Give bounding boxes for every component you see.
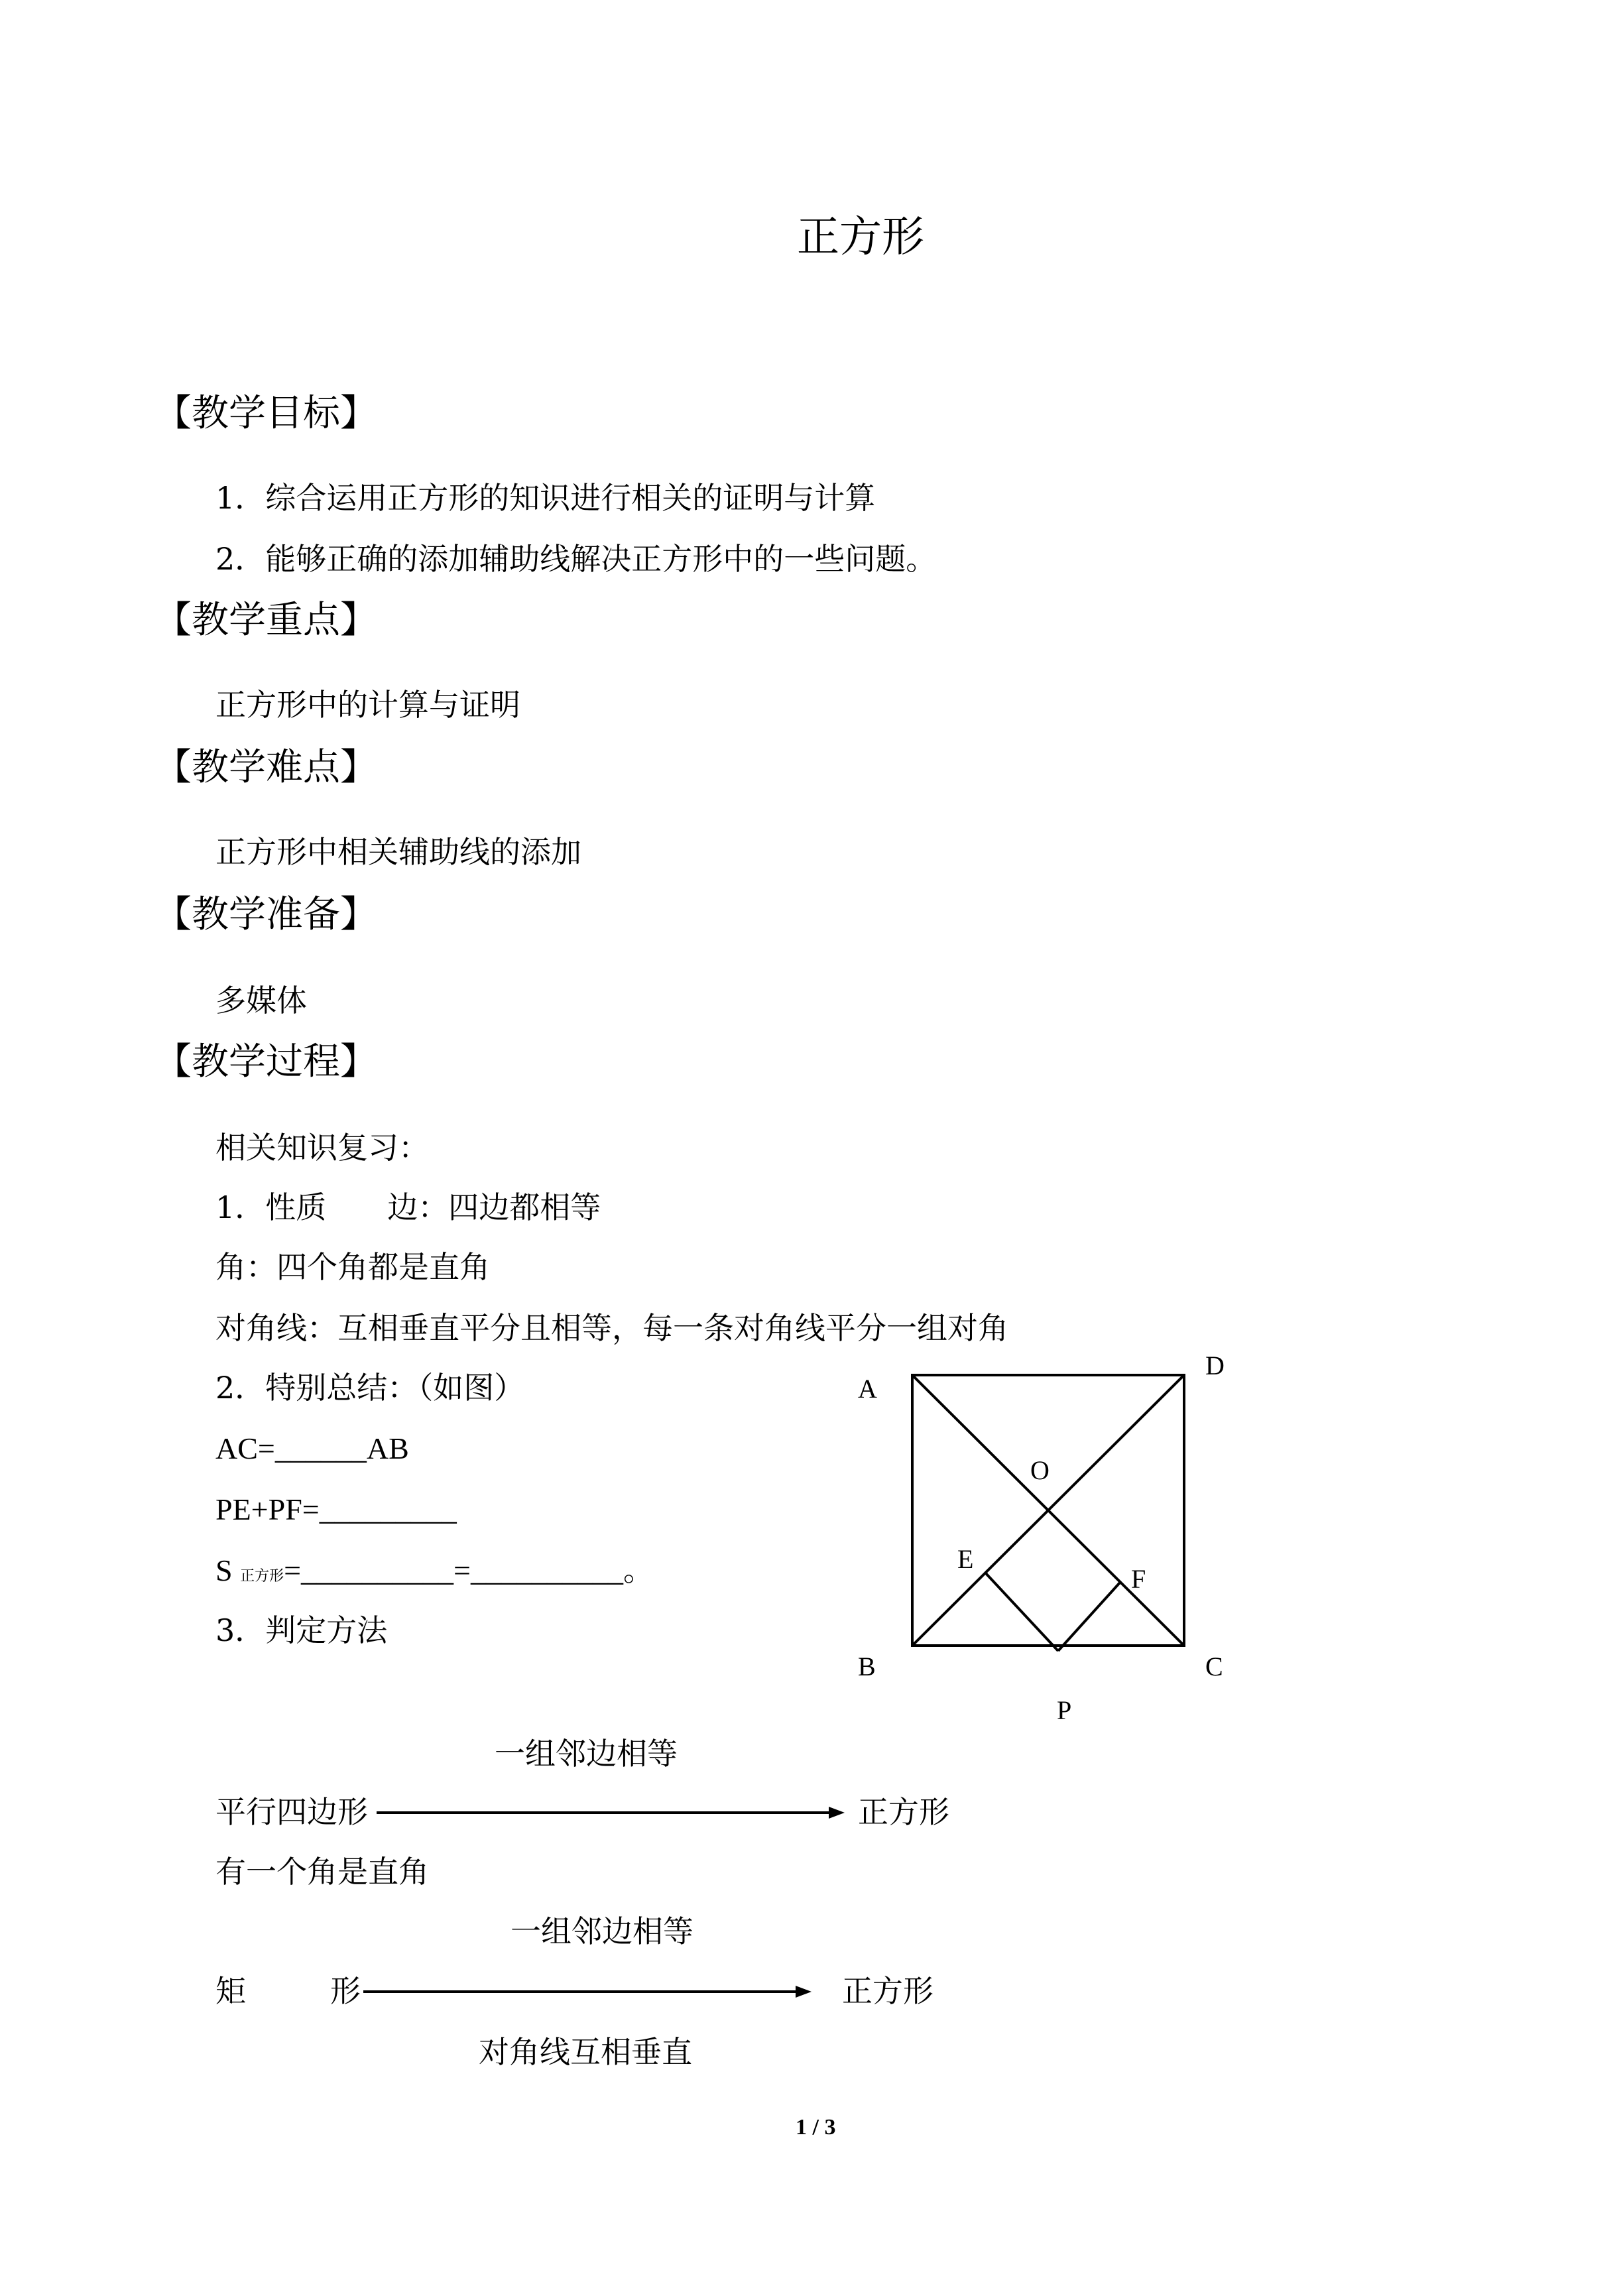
angle-line: 角：四个角都是直角 [215,1249,490,1285]
objective-item-1: 1．综合运用正方形的知识进行相关的证明与计算 [215,480,876,516]
summary-title: 2．特别总结：（如图） [215,1370,525,1406]
judge-title: 3．判定方法 [215,1612,388,1648]
heading-process: 【教学过程】 [154,1040,377,1083]
difficulties-text: 正方形中相关辅助线的添加 [215,834,581,870]
diagonal-line: 对角线：互相垂直平分且相等，每一条对角线平分一组对角 [215,1310,1008,1346]
review-title: 相关知识复习： [215,1130,429,1166]
pe-line: PE+PF=_________ [215,1492,457,1526]
key-points-text: 正方形中的计算与证明 [215,687,520,723]
flow1-start: 平行四边形 [215,1794,368,1830]
flow1-end: 正方形 [858,1794,949,1830]
label-a: A [858,1374,877,1404]
label-f: F [1131,1564,1146,1594]
label-e: E [957,1544,974,1574]
heading-preparation: 【教学准备】 [154,893,377,936]
ac-line: AC=______AB [215,1431,409,1465]
label-d: D [1205,1351,1225,1380]
area-rest: =__________=__________。 [284,1553,654,1587]
area-subscript: 正方形 [240,1567,284,1584]
flow2-condition-below: 对角线互相垂直 [479,2034,692,2070]
label-c: C [1205,1652,1223,1681]
heading-key-points: 【教学重点】 [154,599,377,642]
page-number: 1 / 3 [796,2115,836,2140]
property-line: 1．性质 边：四边都相等 [215,1189,601,1225]
preparation-text: 多媒体 [215,983,307,1018]
objective-item-2: 2．能够正确的添加辅助线解决正方形中的一些问题。 [215,541,937,577]
area-prefix: S [215,1553,233,1587]
flow2-start-left: 矩 [215,1973,246,2009]
heading-difficulties: 【教学难点】 [154,746,377,789]
label-p: P [1057,1695,1072,1725]
page-title: 正方形 [797,213,924,262]
label-o: O [1030,1455,1050,1485]
flow2-condition-above: 一组邻边相等 [511,1913,693,1949]
flow1-condition-above: 一组邻边相等 [495,1736,678,1772]
flow2-end: 正方形 [842,1973,933,2009]
heading-objectives: 【教学目标】 [154,392,377,435]
flow1-condition-below: 有一个角是直角 [215,1854,429,1890]
flow2-start-right: 形 [330,1973,361,2009]
label-b: B [858,1652,876,1681]
